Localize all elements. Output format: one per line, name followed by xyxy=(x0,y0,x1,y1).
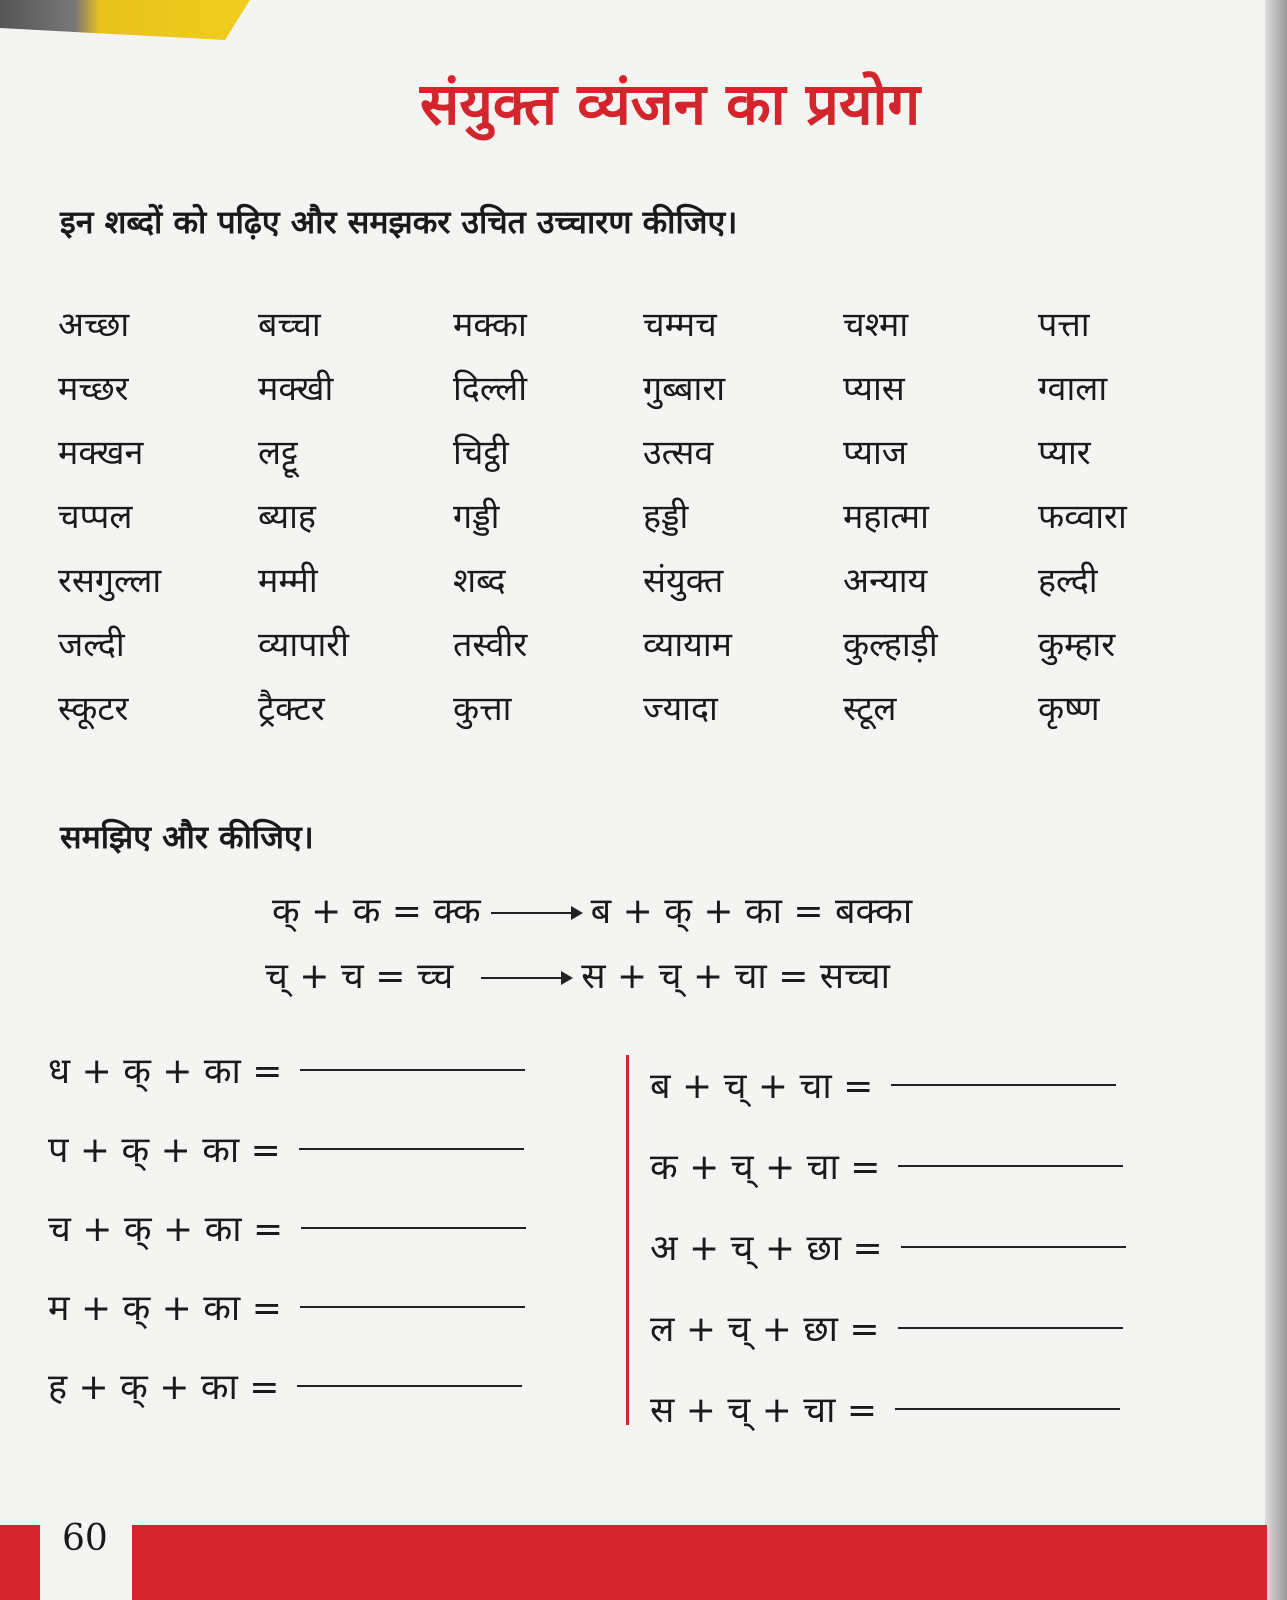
word: चम्मच xyxy=(643,305,717,345)
word: व्यापारी xyxy=(258,625,349,665)
word: कुत्ता xyxy=(453,689,512,729)
answer-blank[interactable] xyxy=(898,1327,1123,1329)
word: महात्मा xyxy=(843,497,929,537)
arrow-icon xyxy=(491,912,581,914)
word: दिल्ली xyxy=(453,369,528,409)
word: गड्डी xyxy=(453,497,500,537)
exercise-row xyxy=(48,1203,526,1252)
example-rule: च् + च = च्च xyxy=(265,956,454,997)
word: गुब्बारा xyxy=(643,369,726,409)
exercise-equation: क + च् + चा = xyxy=(650,1147,881,1188)
example-rule: क् + क = क्क xyxy=(272,891,481,932)
word: मक्खी xyxy=(258,369,334,409)
word: ब्याह xyxy=(258,497,316,537)
word: ज्यादा xyxy=(643,689,718,729)
word: कुल्हाड़ी xyxy=(843,625,938,665)
exercise-row xyxy=(650,1384,1120,1433)
word: मच्छर xyxy=(58,369,129,409)
exercise-equation: ह + क् + का = xyxy=(48,1367,280,1408)
exercise-row xyxy=(48,1124,524,1173)
word: चिट्ठी xyxy=(453,433,509,473)
word: बच्चा xyxy=(258,305,321,345)
example-apply: ब + क् + का = बक्का xyxy=(590,891,913,932)
word: मम्मी xyxy=(258,561,318,601)
exercise-row xyxy=(650,1141,1123,1190)
exercise-row xyxy=(48,1361,522,1410)
word: फव्वारा xyxy=(1038,497,1127,537)
exercise-equation: स + च् + चा = xyxy=(650,1390,878,1431)
page-number: 60 xyxy=(62,1518,108,1559)
word: अच्छा xyxy=(58,305,130,345)
answer-blank[interactable] xyxy=(891,1084,1116,1086)
answer-blank[interactable] xyxy=(297,1385,522,1387)
exercise-equation: म + क् + का = xyxy=(48,1288,282,1329)
answer-blank[interactable] xyxy=(299,1148,524,1150)
word: कृष्ण xyxy=(1038,689,1100,729)
answer-blank[interactable] xyxy=(301,1227,526,1229)
footer-bar xyxy=(0,1525,40,1600)
exercise-row xyxy=(48,1282,525,1331)
word: प्यार xyxy=(1038,433,1091,473)
word: संयुक्त xyxy=(643,561,724,601)
word-grid xyxy=(58,300,1198,748)
exercise-row xyxy=(650,1222,1126,1271)
page-title: संयुक्त व्यंजन का प्रयोग xyxy=(420,70,921,138)
exercise-equation: ल + च् + छा = xyxy=(650,1309,880,1350)
word: स्कूटर xyxy=(58,689,129,729)
word: लट्टू xyxy=(258,433,298,473)
word: प्याज xyxy=(843,433,907,473)
word: ट्रैक्टर xyxy=(258,689,325,729)
answer-blank[interactable] xyxy=(300,1069,525,1071)
answer-blank[interactable] xyxy=(898,1165,1123,1167)
word: स्टूल xyxy=(843,689,897,729)
exercise-equation: प + क् + का = xyxy=(48,1130,281,1171)
word: प्यास xyxy=(843,369,905,409)
example-row xyxy=(272,885,912,934)
word: कुम्हार xyxy=(1038,625,1116,665)
word: चश्मा xyxy=(843,305,909,345)
exercise-equation: ब + च् + चा = xyxy=(650,1066,874,1107)
word: जल्दी xyxy=(58,625,125,665)
word: व्यायाम xyxy=(643,625,733,665)
word: रसगुल्ला xyxy=(58,561,162,601)
word: उत्सव xyxy=(643,433,714,473)
page-edge xyxy=(1265,0,1287,1600)
exercise-row xyxy=(650,1303,1123,1352)
word: मक्का xyxy=(453,305,527,345)
example-row xyxy=(265,950,890,999)
word: तस्वीर xyxy=(453,625,528,665)
answer-blank[interactable] xyxy=(895,1408,1120,1410)
column-divider xyxy=(626,1055,629,1425)
footer-bar xyxy=(132,1525,1267,1600)
exercise-equation: च + क् + का = xyxy=(48,1209,284,1250)
word: मक्खन xyxy=(58,433,144,473)
word: हड्डी xyxy=(643,497,689,537)
decorative-illustration xyxy=(0,0,250,40)
word: अन्याय xyxy=(843,561,928,601)
word: ग्वाला xyxy=(1038,369,1108,409)
section-heading-practice: समझिए और कीजिए। xyxy=(60,818,314,856)
answer-blank[interactable] xyxy=(901,1246,1126,1248)
exercise-equation: ध + क् + का = xyxy=(48,1051,283,1092)
section-heading-read: इन शब्दों को पढ़िए और समझकर उचित उच्चारण कीजिए। xyxy=(60,203,738,241)
word: शब्द xyxy=(453,561,506,601)
example-apply: स + च् + चा = सच्चा xyxy=(581,956,890,997)
word: हल्दी xyxy=(1038,561,1098,601)
arrow-icon xyxy=(481,977,571,979)
word: चप्पल xyxy=(58,497,133,537)
answer-blank[interactable] xyxy=(300,1306,525,1308)
word: पत्ता xyxy=(1038,305,1090,345)
exercise-equation: अ + च् + छा = xyxy=(650,1228,883,1269)
exercise-row xyxy=(48,1045,525,1094)
exercise-row xyxy=(650,1060,1116,1109)
